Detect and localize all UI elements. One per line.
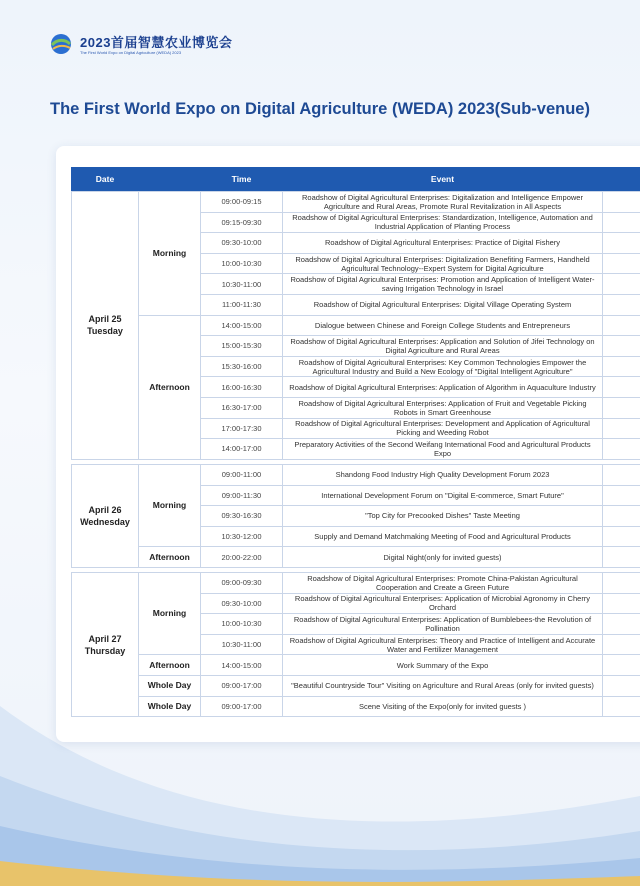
time-cell: 16:00-16:30 — [201, 377, 283, 398]
table-row — [72, 696, 640, 717]
extra-cell — [603, 336, 640, 357]
table-row — [72, 465, 640, 486]
event-cell: Roadshow of Digital Agricultural Enterprises: Digitalization Benefiting Farmers, Handheld Agricultural Technology--Expert System for Digital Agriculture — [283, 253, 603, 274]
table-row — [72, 315, 640, 336]
event-cell: Roadshow of Digital Agricultural Enterprises: Promotion and Application of Intelligent Water-saving Irrigation Technology in Israel — [283, 274, 603, 295]
extra-cell — [603, 547, 640, 568]
time-cell: 10:00-10:30 — [201, 253, 283, 274]
period-cell: Morning — [139, 573, 201, 655]
extra-cell — [603, 614, 640, 635]
day-table — [71, 464, 640, 568]
period-cell: Afternoon — [139, 315, 201, 459]
period-cell: Whole Day — [139, 675, 201, 696]
extra-cell — [603, 315, 640, 336]
event-cell: Supply and Demand Matchmaking Meeting of Food and Agricultural Products — [283, 526, 603, 547]
date-cell — [72, 573, 139, 717]
event-cell: Roadshow of Digital Agricultural Enterprises: Digital Village Operating System — [283, 294, 603, 315]
time-cell: 09:30-10:00 — [201, 233, 283, 254]
date-weekday: Tuesday — [87, 326, 123, 337]
schedule-header — [71, 167, 640, 192]
date-day: April 25 — [88, 314, 122, 325]
date-cell — [72, 192, 139, 460]
extra-cell — [603, 439, 640, 460]
time-cell: 10:30-11:00 — [201, 274, 283, 295]
extra-cell — [603, 634, 640, 655]
extra-cell — [603, 212, 640, 233]
extra-cell — [603, 253, 640, 274]
event-cell: Scene Visiting of the Expo(only for invited guests ) — [283, 696, 603, 717]
time-cell: 09:00-11:00 — [201, 465, 283, 486]
logo-english-subtitle: The First World Expo on Digital Agriculture (WEDA) 2023 — [80, 49, 182, 55]
event-cell: Roadshow of Digital Agricultural Enterprises: Digitalization and Intelligence Empower Agriculture and Rural Areas, Promote Rural Revitalization in All Aspects — [283, 192, 603, 213]
event-cell: "Beautiful Countryside Tour" Visiting on Agriculture and Rural Areas (only for invited guests) — [283, 675, 603, 696]
event-cell: Roadshow of Digital Agricultural Enterprises: Application of Fruit and Vegetable Picking Robots in Smart Greenhouse — [283, 397, 603, 418]
event-cell: Shandong Food Industry High Quality Development Forum 2023 — [283, 465, 603, 486]
time-cell: 11:00-11:30 — [201, 294, 283, 315]
time-cell: 09:00-09:15 — [201, 192, 283, 213]
period-cell: Afternoon — [139, 655, 201, 676]
period-cell: Whole Day — [139, 696, 201, 717]
event-cell: Roadshow of Digital Agricultural Enterprises: Application and Solution of Jifei Technology on Digital Agriculture and Rural Areas — [283, 336, 603, 357]
time-cell: 17:00-17:30 — [201, 418, 283, 439]
extra-cell — [603, 655, 640, 676]
time-cell: 20:00-22:00 — [201, 547, 283, 568]
extra-cell — [603, 418, 640, 439]
extra-cell — [603, 573, 640, 594]
event-cell: Roadshow of Digital Agricultural Enterprises: Promote China-Pakistan Agricultural Cooperation and Create a Green Future — [283, 573, 603, 594]
event-cell: International Development Forum on "Digital E-commerce, Smart Future" — [283, 485, 603, 506]
extra-cell — [603, 192, 640, 213]
time-cell: 10:30-11:00 — [201, 634, 283, 655]
date-day: April 26 — [88, 504, 122, 515]
time-cell: 09:00-11:30 — [201, 485, 283, 506]
extra-cell — [603, 675, 640, 696]
extra-cell — [603, 356, 640, 377]
time-cell: 10:00-10:30 — [201, 614, 283, 635]
time-cell: 14:00-15:00 — [201, 655, 283, 676]
header-date: Date — [72, 168, 139, 192]
extra-cell — [603, 274, 640, 295]
page-title: The First World Expo on Digital Agriculture (WEDA) 2023(Sub-venue) — [50, 100, 590, 118]
time-cell: 10:30-12:00 — [201, 526, 283, 547]
event-cell: Roadshow of Digital Agricultural Enterprises: Application of Algorithm in Aquaculture Industry — [283, 377, 603, 398]
event-cell: Roadshow of Digital Agricultural Enterprises: Key Common Technologies Empower the Agricultural Industry and Build a New Ecology of "Digital Intelligent Agriculture" — [283, 356, 603, 377]
event-cell: Preparatory Activities of the Second Weifang International Food and Agricultural Products Expo — [283, 439, 603, 460]
period-cell: Afternoon — [139, 547, 201, 568]
event-cell: Roadshow of Digital Agricultural Enterprises: Standardization, Intelligence, Automation and Industrial Application of Planting Process — [283, 212, 603, 233]
time-cell: 09:00-09:30 — [201, 573, 283, 594]
event-cell: Digital Night(only for invited guests) — [283, 547, 603, 568]
event-cell: Work Summary of the Expo — [283, 655, 603, 676]
event-cell: Roadshow of Digital Agricultural Enterprises: Application of Bumblebees-the Revolution of Pollination — [283, 614, 603, 635]
extra-cell — [603, 233, 640, 254]
period-cell: Morning — [139, 192, 201, 316]
date-weekday: Wednesday — [80, 516, 130, 527]
time-cell: 09:30-10:00 — [201, 593, 283, 614]
extra-cell — [603, 526, 640, 547]
header-extra — [603, 168, 640, 192]
time-cell: 15:30-16:00 — [201, 356, 283, 377]
table-row — [72, 675, 640, 696]
extra-cell — [603, 294, 640, 315]
time-cell: 09:00-17:00 — [201, 696, 283, 717]
header-time: Time — [201, 168, 283, 192]
extra-cell — [603, 696, 640, 717]
event-cell: Roadshow of Digital Agricultural Enterprises: Theory and Practice of Intelligent and Accurate Water and Fertilizer Management — [283, 634, 603, 655]
logo-chinese-title: 2023首届智慧农业博览会 — [80, 34, 233, 50]
period-cell: Morning — [139, 465, 201, 547]
table-row — [72, 573, 640, 594]
table-row — [72, 192, 640, 213]
extra-cell — [603, 465, 640, 486]
event-cell: Roadshow of Digital Agricultural Enterprises: Practice of Digital Fishery — [283, 233, 603, 254]
date-cell — [72, 465, 139, 568]
event-cell: Roadshow of Digital Agricultural Enterprises: Development and Application of Agricultural Picking and Weeding Robot — [283, 418, 603, 439]
header-event: Event — [283, 168, 603, 192]
header-period — [139, 168, 201, 192]
date-day: April 27 — [88, 633, 122, 644]
time-cell: 09:15-09:30 — [201, 212, 283, 233]
extra-cell — [603, 506, 640, 527]
event-cell: Roadshow of Digital Agricultural Enterprises: Application of Microbial Agronomy in Cherry Orchard — [283, 593, 603, 614]
extra-cell — [603, 485, 640, 506]
event-cell: "Top City for Precooked Dishes" Taste Meeting — [283, 506, 603, 527]
day-table — [71, 572, 640, 717]
time-cell: 16:30-17:00 — [201, 397, 283, 418]
time-cell: 09:30-16:30 — [201, 506, 283, 527]
event-cell: Dialogue between Chinese and Foreign College Students and Entrepreneurs — [283, 315, 603, 336]
time-cell: 09:00-17:00 — [201, 675, 283, 696]
day-table — [71, 191, 640, 460]
date-weekday: Thursday — [84, 645, 126, 656]
table-row — [72, 655, 640, 676]
time-cell: 14:00-17:00 — [201, 439, 283, 460]
time-cell: 14:00-15:00 — [201, 315, 283, 336]
extra-cell — [603, 593, 640, 614]
time-cell: 15:00-15:30 — [201, 336, 283, 357]
extra-cell — [603, 397, 640, 418]
extra-cell — [603, 377, 640, 398]
table-row — [72, 547, 640, 568]
